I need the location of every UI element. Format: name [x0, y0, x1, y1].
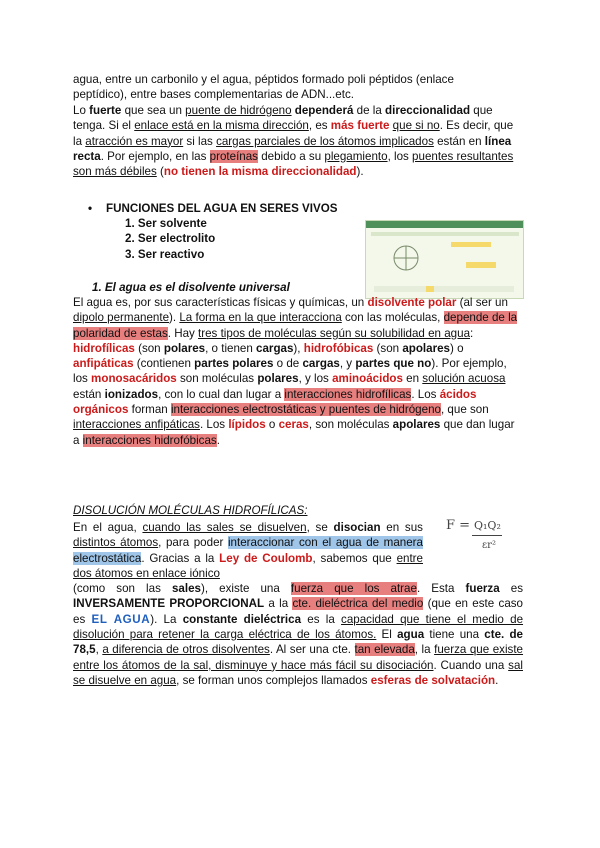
text-run: , es — [308, 119, 331, 133]
text-run: El agua es, por sus características físicas y químicas, un — [73, 296, 368, 309]
text-run: a la — [264, 597, 293, 611]
text-run: que dan lugar a — [73, 418, 515, 447]
text-run: interacciones anfipáticas — [73, 418, 200, 432]
text-run: , son moléculas — [308, 418, 393, 432]
text-run: En el agua, — [73, 521, 143, 534]
text-run: fuerza que existe entre los átomos de la sal, disminuye y hace más fácil su disociación — [73, 643, 524, 672]
text-run: es — [499, 582, 523, 596]
text-run: o — [265, 418, 279, 432]
text-run: , que son — [440, 403, 489, 417]
text-run: con las moléculas, — [341, 311, 444, 325]
text-run: . — [216, 433, 220, 447]
text-run: están en — [433, 134, 485, 148]
text-run: hidrofóbicas — [303, 341, 374, 355]
text-run: plegamiento — [324, 149, 388, 163]
text-run: partes polares — [194, 357, 274, 371]
text-run: , para poder — [158, 536, 228, 550]
text-run: capacidad que tiene el medio de disolución para retener la carga eléctrica de los átomos. — [73, 612, 524, 642]
text-run: ). Por ejemplo, los — [73, 357, 507, 386]
text-run: tan elevada — [354, 643, 415, 657]
text-run: fuerza que los atrae — [290, 582, 417, 596]
text-run: monosacáridos — [91, 372, 177, 386]
text-run: constante dieléctrica — [182, 612, 302, 626]
functions-list — [125, 216, 215, 262]
text-run: polares — [257, 372, 299, 386]
text-run: , — [95, 643, 103, 657]
text-run: , con lo cual dan lugar a — [158, 387, 285, 401]
text-run: en — [402, 372, 423, 386]
text-run: (son — [134, 341, 164, 355]
text-run: , se forman unos complejos llamados — [176, 673, 371, 687]
text-run: , y — [339, 357, 356, 371]
text-run: . Cuando una — [433, 658, 509, 672]
text-run: . Los — [411, 387, 440, 401]
text-run: (que en este caso es — [73, 597, 524, 626]
text-run: El — [376, 628, 398, 642]
text-run: solución acuosa — [422, 372, 506, 386]
list-item: 3. Ser reactivo — [125, 247, 205, 261]
text-run: cargas parciales de los átomos implicados — [216, 134, 434, 148]
section-heading-solvent: 1. El agua es el disolvente universal — [92, 281, 290, 294]
text-run: interacciones hidrofóbicas — [82, 433, 217, 447]
text-run: de la — [353, 104, 386, 117]
text-run: apolares — [392, 418, 441, 432]
text-run: están — [73, 387, 105, 401]
text-run: cargas — [256, 341, 294, 355]
list-item: 2. Ser electrolito — [125, 232, 216, 246]
text-run: lípidos — [228, 418, 266, 432]
text-run: ), — [293, 341, 304, 355]
text-run: son moléculas — [176, 372, 258, 386]
text-run: a diferencia de otros disolventes — [102, 643, 270, 657]
paragraph-fuerte — [73, 103, 523, 179]
text-run: cte. dieléctrica del medio — [292, 597, 424, 611]
text-run: ). La — [150, 612, 183, 626]
text-run: , y los — [298, 372, 333, 386]
text-run: sales — [171, 582, 201, 596]
paragraph-solvent — [73, 295, 523, 448]
text-run: disolvente polar — [367, 296, 457, 309]
text-run: fuerte — [89, 104, 122, 117]
text-run: forman — [128, 403, 171, 417]
text-run: sal se disuelve en agua — [73, 658, 523, 687]
text-run: . — [495, 673, 499, 687]
formula-numerator: Q₁Q₂ — [474, 519, 501, 532]
text-run: dipolo permanente — [73, 311, 170, 325]
text-run: que tenga. Si el — [73, 104, 493, 133]
text-run: cte. de 78,5 — [73, 628, 523, 657]
text-run: proteínas — [209, 149, 258, 163]
text-run: esferas de solvatación — [370, 673, 496, 687]
water-solubility-figure — [365, 220, 524, 299]
text-run: en sus — [380, 521, 423, 534]
text-run: . Gracias a la — [141, 551, 220, 565]
formula-lhs: F = — [446, 518, 471, 533]
text-run: tres tipos de moléculas según su solubilidad en agua — [198, 326, 471, 340]
text-run: , o tienen — [205, 341, 257, 355]
text-run: que si no — [392, 119, 440, 133]
text-run: (como son las — [73, 582, 172, 596]
text-run: apolares — [402, 341, 451, 355]
text-run: o de — [273, 357, 303, 371]
text-run: interaccionar con el agua de manera electrostática — [73, 536, 423, 565]
text-run: EL AGUA — [91, 612, 151, 626]
text-run: . Al ser una cte. — [269, 643, 355, 657]
text-run: disocian — [333, 521, 381, 534]
text-run: polares — [163, 341, 206, 355]
text-run: (contienen — [133, 357, 195, 371]
paragraph-hydrophilic — [73, 520, 523, 688]
text-run: si las — [183, 134, 217, 148]
text-run: : — [470, 326, 474, 340]
bullet-item: • FUNCIONES DEL AGUA EN SERES VIVOS — [88, 201, 337, 216]
figure-header-bar — [366, 221, 523, 228]
text-run: ) o — [450, 341, 464, 355]
text-run: . Esta — [416, 582, 466, 596]
text-run: no tienen la misma direccionalidad — [163, 165, 357, 179]
text-run: entre dos átomos en enlace iónico — [73, 551, 423, 580]
text-run: cuando las sales se disuelven — [142, 521, 307, 534]
text-run: ionizados — [104, 387, 159, 401]
text-run: hidrofílicas — [73, 341, 135, 355]
text-run: distintos átomos — [73, 536, 159, 550]
text-run: puentes resultantes son más débiles — [73, 149, 514, 179]
text-run: (al ser un — [456, 296, 508, 309]
text-run: Ley de Coulomb — [219, 551, 313, 565]
text-run: interacciones hidrofílicas — [284, 387, 412, 401]
text-run: tiene una — [424, 628, 485, 642]
text-run: enlace está en la misma dirección — [134, 119, 309, 133]
section-heading-hydrophilic: DISOLUCIÓN MOLÉCULAS HIDROFÍLICAS: — [73, 504, 308, 517]
text-run: . Los — [199, 418, 229, 432]
text-run: línea recta — [73, 134, 512, 163]
text-run: debido a su — [257, 149, 325, 163]
text-run: (son — [373, 341, 403, 355]
formula-denominator: εr² — [482, 540, 496, 551]
functions-bullet — [88, 201, 337, 216]
text-run: INVERSAMENTE PROPORCIONAL — [73, 597, 265, 611]
text-run: ácidos orgánicos — [73, 387, 477, 417]
text-run: que sea un — [121, 104, 186, 117]
figure-illustration — [366, 228, 523, 298]
paragraph-intro: agua, entre un carbonilo y el agua, péptidos formado poli péptidos (enlace peptídico), entre bases complementarias de ADN...etc. — [73, 73, 454, 102]
text-run: agua — [397, 628, 425, 642]
text-run: ). — [169, 311, 180, 325]
text-run: La forma en la que interacciona — [179, 311, 342, 325]
text-run: , se — [306, 521, 334, 534]
text-run: direccionalidad — [385, 104, 471, 117]
text-run: , la — [414, 643, 435, 657]
text-run: más fuerte — [330, 119, 390, 133]
text-run: partes que no — [355, 357, 432, 371]
text-run: ). — [356, 165, 364, 179]
text-run: . Hay — [167, 326, 199, 340]
text-run: ceras — [278, 418, 309, 432]
text-run: fuerza — [465, 582, 500, 596]
text-run: Lo — [73, 104, 90, 117]
text-run: dependerá — [294, 104, 354, 117]
text-run: aminoácidos — [332, 372, 403, 386]
text-run: depende de la polaridad de estas — [73, 311, 518, 340]
text-run: puente de hidrógeno — [185, 104, 292, 117]
text-run: . Por ejemplo, en las — [100, 149, 210, 163]
list-item: 1. Ser solvente — [125, 217, 207, 230]
text-run: cargas — [302, 357, 340, 371]
text-run: atracción es mayor — [85, 134, 184, 148]
text-run: anfipáticas — [73, 357, 134, 371]
text-run: , los — [387, 149, 413, 163]
text-run: interacciones electrostáticas y puentes de hidrógeno — [170, 403, 441, 417]
text-run: . Es decir, que la — [73, 119, 514, 148]
text-run: es la — [301, 612, 342, 626]
text-run: ), existe una — [200, 582, 291, 596]
text-run: ( — [156, 165, 164, 179]
text-run: , sabemos que — [312, 551, 397, 565]
